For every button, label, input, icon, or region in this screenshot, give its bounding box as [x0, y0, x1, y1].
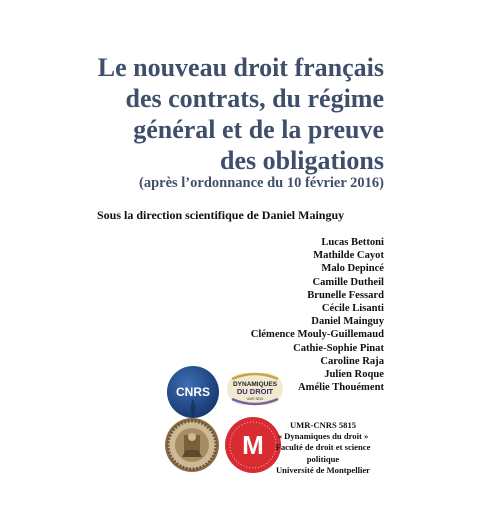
dynamiques-logo-line-2: DU DROIT [236, 387, 274, 396]
title-line: Le nouveau droit français [97, 53, 384, 82]
dynamiques-logo-line-3: UMR 5815 [246, 397, 264, 401]
affiliation-line: UMR-CNRS 5815 [289, 420, 357, 430]
affiliation-line: Université de Montpellier [275, 464, 371, 475]
university-seal-logo [164, 417, 220, 473]
author-name: Daniel Mainguy [311, 316, 384, 328]
book-title [54, 52, 384, 176]
author-name: Cécile Lisanti [321, 303, 384, 315]
author-name: Clémence Mouly-Guillemaud [250, 329, 384, 341]
affiliation-block [258, 420, 388, 476]
um-logo-letter: M [242, 430, 264, 460]
author-name: Camille Dutheil [312, 276, 384, 288]
author-name: Caroline Raja [320, 355, 384, 367]
subtitle: (après l’ordonnance du 10 février 2016) [139, 175, 384, 191]
title-line: général et de la preuve [133, 115, 384, 144]
affiliation-line: politique [306, 453, 340, 464]
cnrs-logo [166, 365, 220, 419]
author-name: Julien Roque [324, 369, 384, 381]
author-name: Amélie Thouément [297, 382, 384, 394]
author-name: Malo Depincé [321, 263, 384, 275]
author-name: Cathie-Sophie Pinat [293, 342, 384, 354]
scientific-direction: Sous la direction scientifique de Daniel Mainguy [97, 208, 345, 222]
author-name: Lucas Bettoni [321, 237, 384, 248]
cnrs-logo-text: CNRS [175, 385, 211, 399]
author-name: Mathilde Cayot [313, 250, 384, 262]
affiliation-line: « Dynamiques du droit » [277, 431, 369, 442]
author-name: Brunelle Fessard [307, 289, 384, 301]
dynamiques-du-droit-logo [226, 369, 284, 409]
dynamiques-logo-line-1: DYNAMIQUES [232, 381, 278, 388]
title-line: des contrats, du régime [125, 84, 384, 113]
affiliation-line: Faculté de droit et science [275, 442, 371, 453]
title-line: des obligations [220, 146, 384, 175]
